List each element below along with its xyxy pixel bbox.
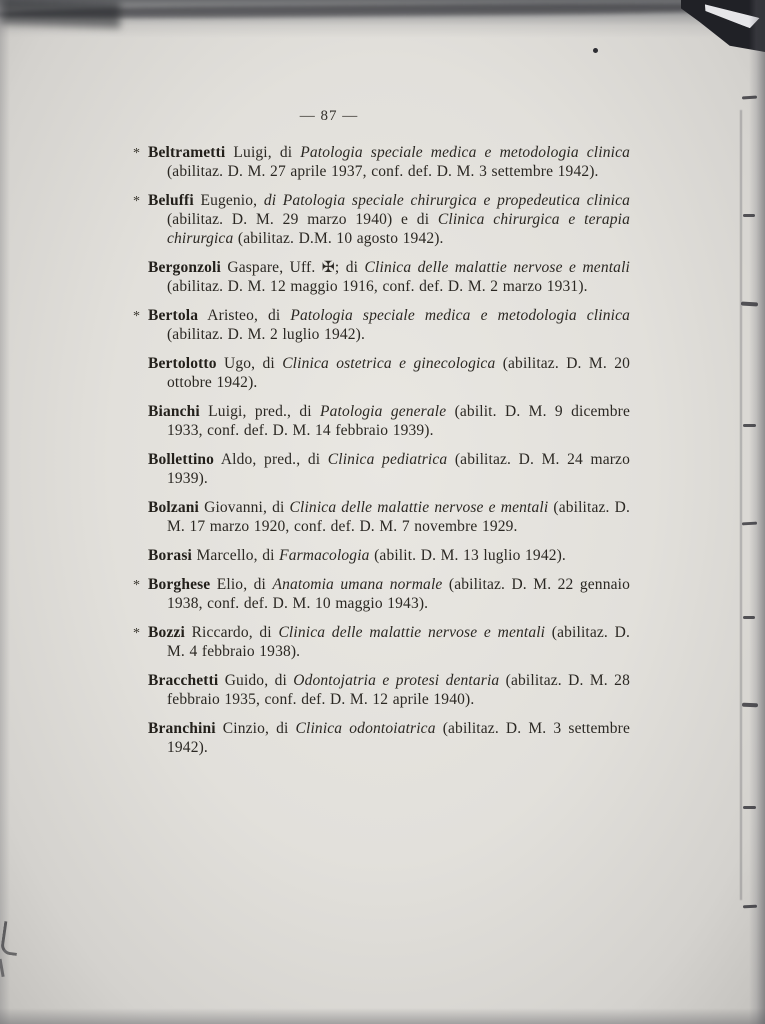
scan-left-edge-shadow: [0, 0, 10, 1024]
entry-text: (abilitaz. D. M. 27 aprile 1937, conf. def. D. M. 3 settembre 1942).: [167, 163, 599, 180]
entry: [148, 671, 630, 709]
entry-subject: Farmacologia: [279, 547, 370, 564]
entry-surname: Bianchi: [148, 403, 200, 420]
entry-text: (abilitaz. D. M. 28 febbraio 1935, conf. def. D. M. 12 aprile 1940).: [167, 672, 630, 708]
entry-subject: Clinica pediatrica: [327, 451, 448, 468]
scan-right-hairline: [740, 110, 742, 900]
entry-surname: Bergonzoli: [148, 259, 221, 276]
entry: [133, 306, 631, 344]
entry-subject: Anatomia umana normale: [272, 576, 443, 593]
scan-right-edge-shadow: [749, 0, 765, 1024]
entry-surname: Borghese: [148, 576, 211, 593]
entry-text: Aristeo, di: [198, 307, 291, 324]
entry-text: (abilitaz. D. M. 3 settembre 1942).: [167, 720, 630, 756]
entry-surname: Bracchetti: [148, 672, 219, 689]
entry-text: (abilitaz. D. M. 20 ottobre 1942).: [167, 355, 630, 391]
entry: [148, 354, 630, 392]
entry: [133, 143, 631, 181]
entry: [133, 623, 630, 661]
entry-text: Riccardo, di: [184, 624, 279, 641]
scan-edge-mark: [741, 302, 758, 307]
entry-subject: Clinica delle malattie nervose e mentali: [364, 259, 630, 276]
scan-edge-mark: [743, 616, 755, 619]
entry-text: Guido, di: [218, 672, 294, 689]
entry-surname: Bertolotto: [148, 355, 217, 372]
entries-list: [133, 143, 631, 757]
entry: [148, 498, 630, 536]
asterisk-marker: *: [133, 146, 141, 161]
entry-surname: Bollettino: [148, 451, 215, 468]
entry-surname: Beluffi: [148, 192, 194, 209]
entry-surname: Bertola: [148, 307, 199, 324]
entry-text: (abilitaz. D. M. 17 marzo 1920, conf. def. D. M. 7 novembre 1929.: [167, 499, 630, 535]
entry-text: Giovanni, di: [199, 499, 290, 516]
scan-bottom-edge-shadow: [0, 1008, 765, 1024]
entry-text: Aldo, pred., di: [214, 451, 328, 468]
entry-text: Cinzio, di: [215, 720, 296, 737]
entry-text: (abilitaz. D. M. 12 maggio 1916, conf. def. D. M. 2 marzo 1931).: [167, 278, 588, 295]
entry: [133, 575, 630, 613]
scan-edge-mark: [742, 703, 758, 708]
entry: [148, 402, 630, 440]
entry-subject: Patologia speciale medica e metodologia clinica: [290, 307, 631, 324]
entry-text: Luigi, pred., di: [199, 403, 321, 420]
entry-subject: Patologia speciale medica e metodologia clinica: [300, 144, 631, 161]
asterisk-marker: *: [133, 309, 141, 324]
scan-top-edge-shadow: [0, 0, 765, 38]
entry-text: Gaspare, Uff. ✠; di: [220, 259, 365, 276]
entry: [148, 258, 630, 296]
entry-text: (abilit. D. M. 9 dicembre 1933, conf. def. D. M. 14 febbraio 1939).: [167, 403, 630, 439]
scan-edge-mark: [743, 806, 756, 809]
entry-text: (abilitaz. D. M. 4 febbraio 1938).: [167, 624, 630, 660]
asterisk-marker: *: [133, 194, 141, 209]
scan-edge-mark: [743, 424, 756, 427]
asterisk-marker: *: [133, 626, 141, 641]
entry: [148, 546, 630, 565]
entry-subject: Patologia generale: [320, 403, 447, 420]
entry-surname: Branchini: [148, 720, 216, 737]
entry-text: (abilitaz. D.M. 10 agosto 1942).: [233, 230, 444, 247]
scan-edge-mark: [743, 905, 757, 908]
entry-text: (abilitaz. D. M. 24 marzo 1939).: [167, 451, 630, 487]
entry-text: (abilitaz. D. M. 22 gennaio 1938, conf. def. D. M. 10 maggio 1943).: [167, 576, 630, 612]
entry-subject: Odontojatria e protesi dentaria: [293, 672, 500, 689]
entry-subject: Clinica delle malattie nervose e mentali: [278, 624, 546, 641]
entry-text: (abilit. D. M. 13 luglio 1942).: [369, 547, 566, 564]
page-text-block: [133, 108, 631, 767]
scan-edge-mark: [743, 214, 755, 217]
entry-surname: Bolzani: [148, 499, 200, 516]
entry-subject: Clinica ostetrica e ginecologica: [282, 355, 496, 372]
entry: [148, 450, 630, 488]
entry-subject: Clinica chirurgica e terapia chirurgica: [167, 211, 630, 247]
asterisk-marker: *: [133, 578, 141, 593]
entry-subject: di Patologia speciale chirurgica e propedeutica clinica: [263, 192, 631, 209]
entry-subject: Clinica delle malattie nervose e mentali: [289, 499, 549, 516]
entry-surname: Beltrametti: [148, 144, 226, 161]
entry-text: (abilitaz. D. M. 2 luglio 1942).: [167, 326, 366, 343]
entry-subject: Clinica odontoiatrica: [295, 720, 436, 737]
entry-text: Eugenio,: [193, 192, 264, 209]
page-number: — 87 —: [299, 108, 359, 124]
entry-text: Luigi, di: [225, 144, 301, 161]
ink-dot-mark: [593, 48, 598, 53]
entry-text: Elio, di: [210, 576, 273, 593]
entry-text: Marcello, di: [191, 547, 280, 564]
entry: [148, 719, 630, 757]
entry-text: (abilitaz. D. M. 29 marzo 1940) e di: [167, 211, 438, 228]
entry-surname: Borasi: [148, 547, 192, 564]
entry-text: Ugo, di: [216, 355, 283, 372]
entry-surname: Bozzi: [148, 624, 185, 641]
entry: [133, 191, 631, 248]
